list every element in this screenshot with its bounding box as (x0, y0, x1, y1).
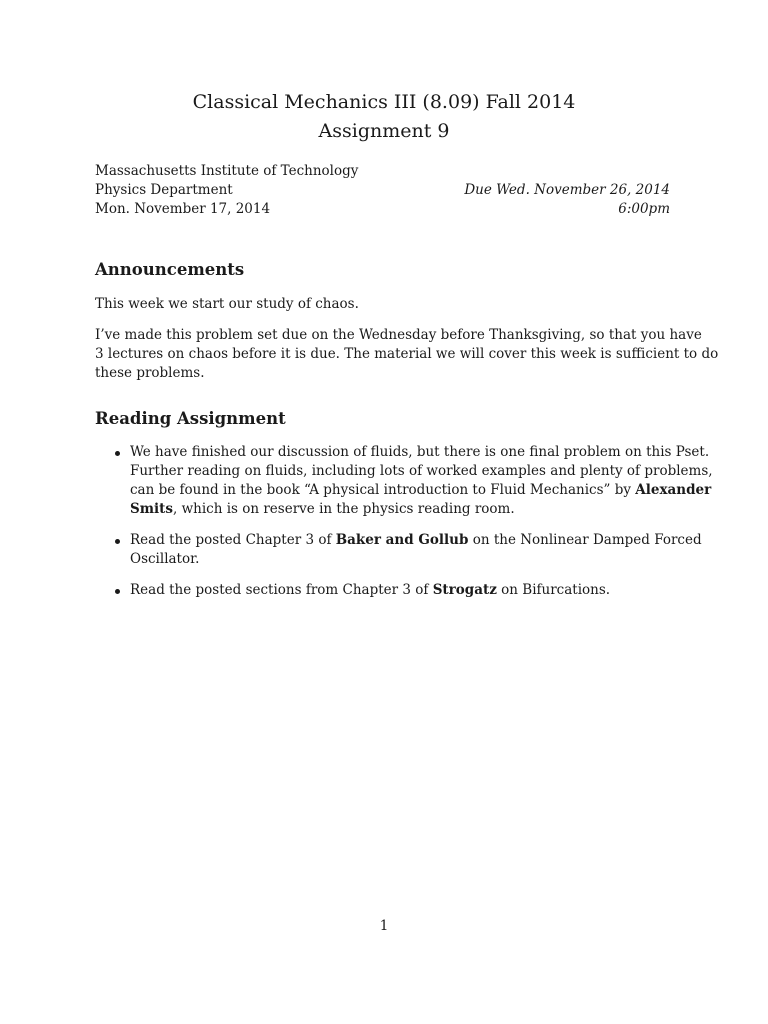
course-title: Classical Mechanics III (8.09) Fall 2014 (192, 91, 576, 113)
paragraph-line: I’ve made this problem set due on the Wednesday before Thanksgiving, so that you have (95, 327, 702, 343)
bullet-icon (115, 539, 120, 544)
bullet-icon (115, 451, 120, 456)
list-item-text: on Bifurcations. (496, 582, 611, 598)
list-item (95, 531, 702, 569)
announcements-heading: Announcements (95, 260, 245, 279)
paragraph-line: 3 lectures on chaos before it is due. The material we will cover this week is sufficient to do (95, 346, 719, 362)
list-item-text: on the Nonlinear Damped Forced (468, 532, 702, 548)
list-item-line: Further reading on fluids, including lots of worked examples and plenty of problems, (130, 463, 713, 479)
announcement-paragraph-2 (95, 326, 719, 383)
page-number: 1 (379, 918, 389, 934)
list-item-line (130, 531, 702, 550)
issue-date: Mon. November 17, 2014 (95, 201, 271, 217)
list-item (95, 581, 672, 600)
author-name: Strogatz (432, 582, 497, 598)
list-item-line (130, 481, 712, 500)
department-name: Physics Department (95, 182, 233, 198)
reading-assignment-heading: Reading Assignment (95, 409, 286, 428)
list-item-text: , which is on reserve in the physics reading room. (173, 501, 515, 517)
author-name: Alexander (635, 482, 712, 498)
assignment-title: Assignment 9 (318, 120, 450, 142)
author-name: Baker and Gollub (335, 532, 469, 548)
list-item-line: We have finished our discussion of fluids, but there is one final problem on this Pset. (130, 444, 710, 460)
list-item-line (130, 500, 672, 519)
list-item-text: Read the posted Chapter 3 of (130, 532, 336, 548)
list-item-line: Oscillator. (130, 551, 200, 567)
reading-list (95, 443, 713, 612)
header-right (464, 181, 670, 219)
bullet-icon (115, 589, 120, 594)
list-item (95, 443, 713, 519)
author-name: Smits (130, 501, 173, 517)
list-item-line (130, 581, 672, 600)
header-left (95, 162, 358, 219)
due-date: Due Wed. November 26, 2014 (464, 182, 670, 198)
institution-name: Massachusetts Institute of Technology (95, 163, 359, 179)
list-item-text: Read the posted sections from Chapter 3 of (130, 582, 433, 598)
paragraph-line: these problems. (95, 365, 205, 381)
announcement-paragraph-1: This week we start our study of chaos. (95, 296, 359, 312)
due-time: 6:00pm (618, 201, 670, 217)
list-item-text: can be found in the book “A physical introduction to Fluid Mechanics” by (130, 482, 636, 498)
